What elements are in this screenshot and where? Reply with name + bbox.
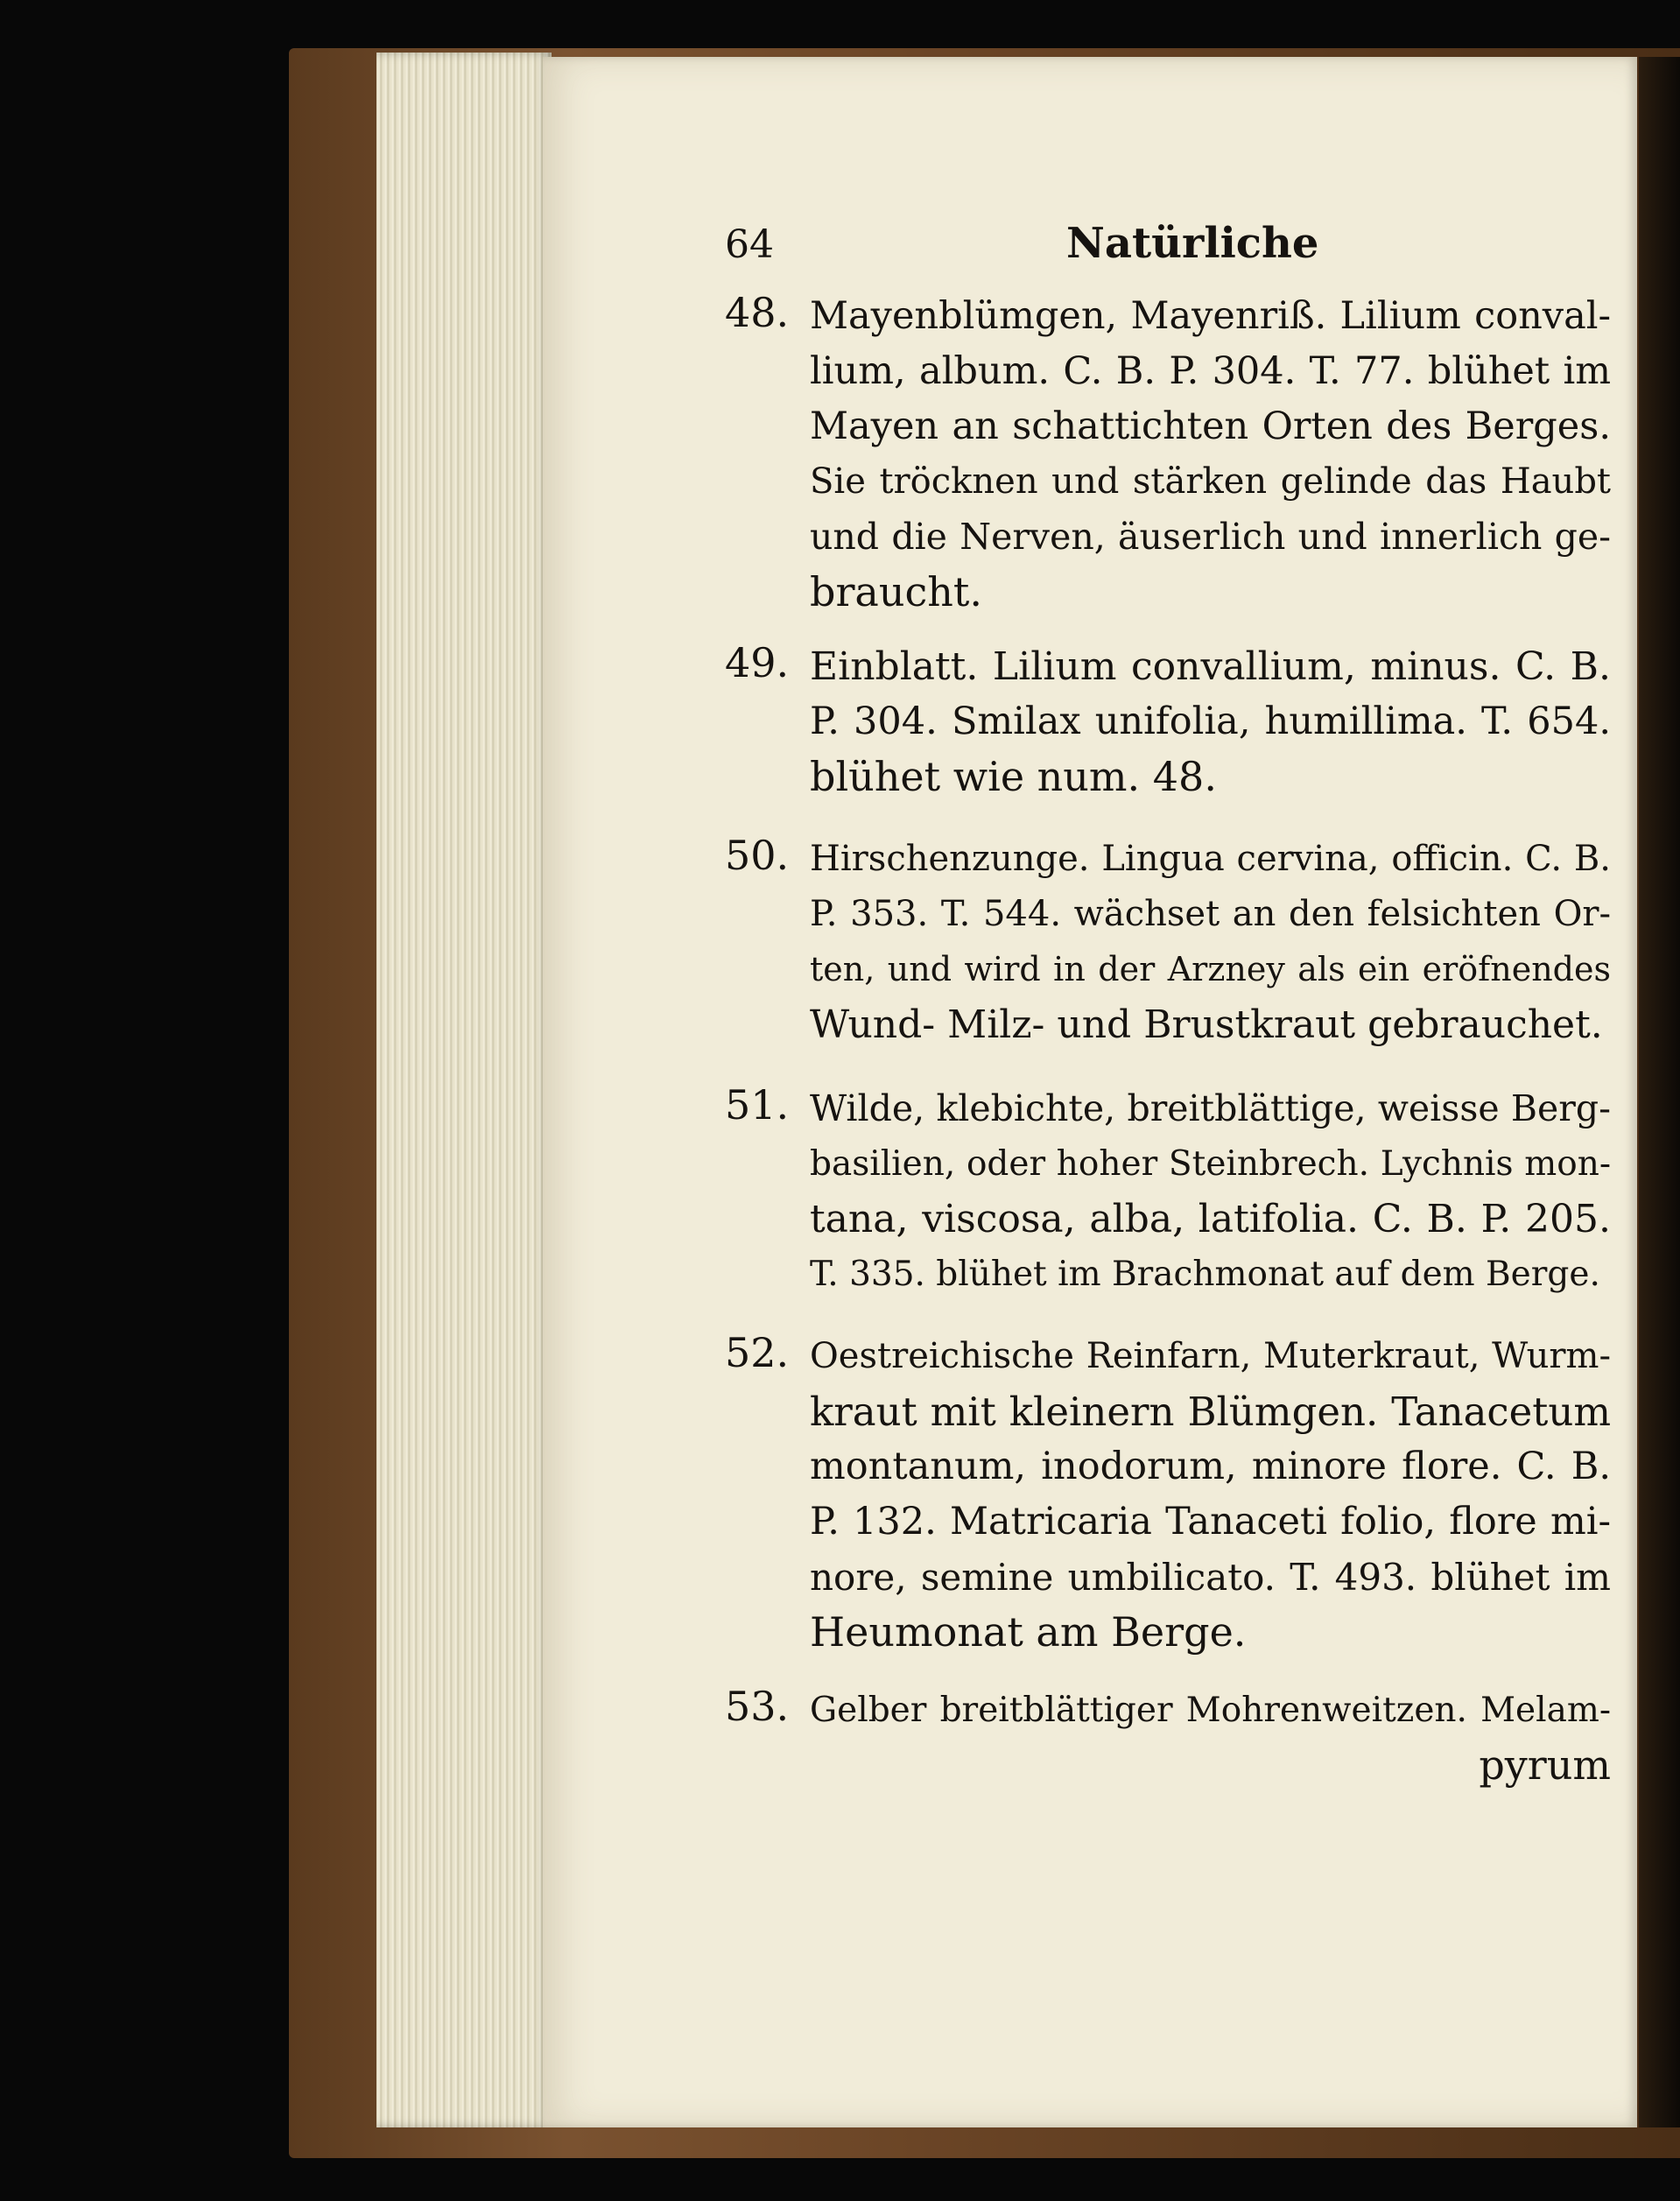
entry-text: [810, 1329, 1611, 1660]
text-line: basilien, oder hoher Steinbrech. Lychnis mon-: [810, 1144, 1611, 1184]
text-line: Sie tröcknen und stärken gelinde das Haubt: [810, 461, 1611, 502]
text-line: Heumonat am Berge.: [810, 1608, 1247, 1656]
text-line: lium, album. C. B. P. 304. T. 77. blühet im: [810, 349, 1611, 393]
entry-number: 52.: [725, 1329, 790, 1376]
running-head: Natürliche: [1066, 219, 1319, 268]
text-line: und die Nerven, äuserlich und innerlich ge-: [810, 516, 1611, 558]
entry-text: [810, 639, 1611, 805]
entry-number: 51.: [725, 1081, 790, 1129]
text-line: Einblatt. Lilium convallium, minus. C. B.: [810, 644, 1611, 689]
text-line: Mayenblümgen, Mayenriß. Lilium conval-: [810, 294, 1611, 338]
text-line: kraut mit kleinern Blümgen. Tanacetum: [810, 1389, 1611, 1435]
entry-text: [810, 289, 1611, 620]
text-line: tana, viscosa, alba, latifolia. C. B. P. 205.: [810, 1197, 1611, 1241]
text-line: blühet wie num. 48.: [810, 753, 1217, 800]
text-line: Wund- Milz- und Brustkraut gebrauchet.: [810, 1002, 1603, 1047]
text-line: P. 304. Smilax unifolia, humillima. T. 654.: [810, 700, 1611, 743]
catchword-row: [725, 1738, 1611, 1793]
text-line: nore, semine umbilicato. T. 493. blühet im: [810, 1556, 1611, 1599]
entry-number: 49.: [725, 639, 790, 686]
entry-text: [810, 1683, 1611, 1738]
page-header: [725, 219, 1609, 280]
text-line: Wilde, klebichte, breitblättige, weisse Berg-: [810, 1087, 1611, 1129]
text-line: T. 335. blühet im Brachmonat auf dem Berge.: [810, 1255, 1600, 1294]
entry-text: [810, 832, 1611, 1052]
text-line: Mayen an schattichten Orten des Berges.: [810, 404, 1611, 448]
entry-number: 48.: [725, 289, 790, 336]
text-line: P. 132. Matricaria Tanaceti folio, flore mi-: [810, 1500, 1611, 1544]
text-line: Oestreichische Reinfarn, Muterkraut, Wurm-: [810, 1336, 1611, 1376]
entry-text: [810, 1081, 1611, 1302]
text-line: montanum, inodorum, minore flore. C. B.: [810, 1445, 1611, 1488]
page-number: 64: [725, 222, 774, 267]
text-line: Gelber breitblättiger Mohrenweitzen. Melam-: [810, 1691, 1611, 1730]
catchword: pyrum: [1479, 1741, 1611, 1789]
text-line: P. 353. T. 544. wächset an den felsichten Or-: [810, 894, 1611, 934]
entry-number: 53.: [725, 1683, 790, 1730]
entry-number: 50.: [725, 832, 790, 879]
text-line: Hirschenzunge. Lingua cervina, officin. C. B.: [810, 839, 1611, 879]
text-line: ten, und wird in der Arzney als ein eröfnendes: [810, 950, 1611, 988]
text-line: braucht.: [810, 568, 982, 615]
